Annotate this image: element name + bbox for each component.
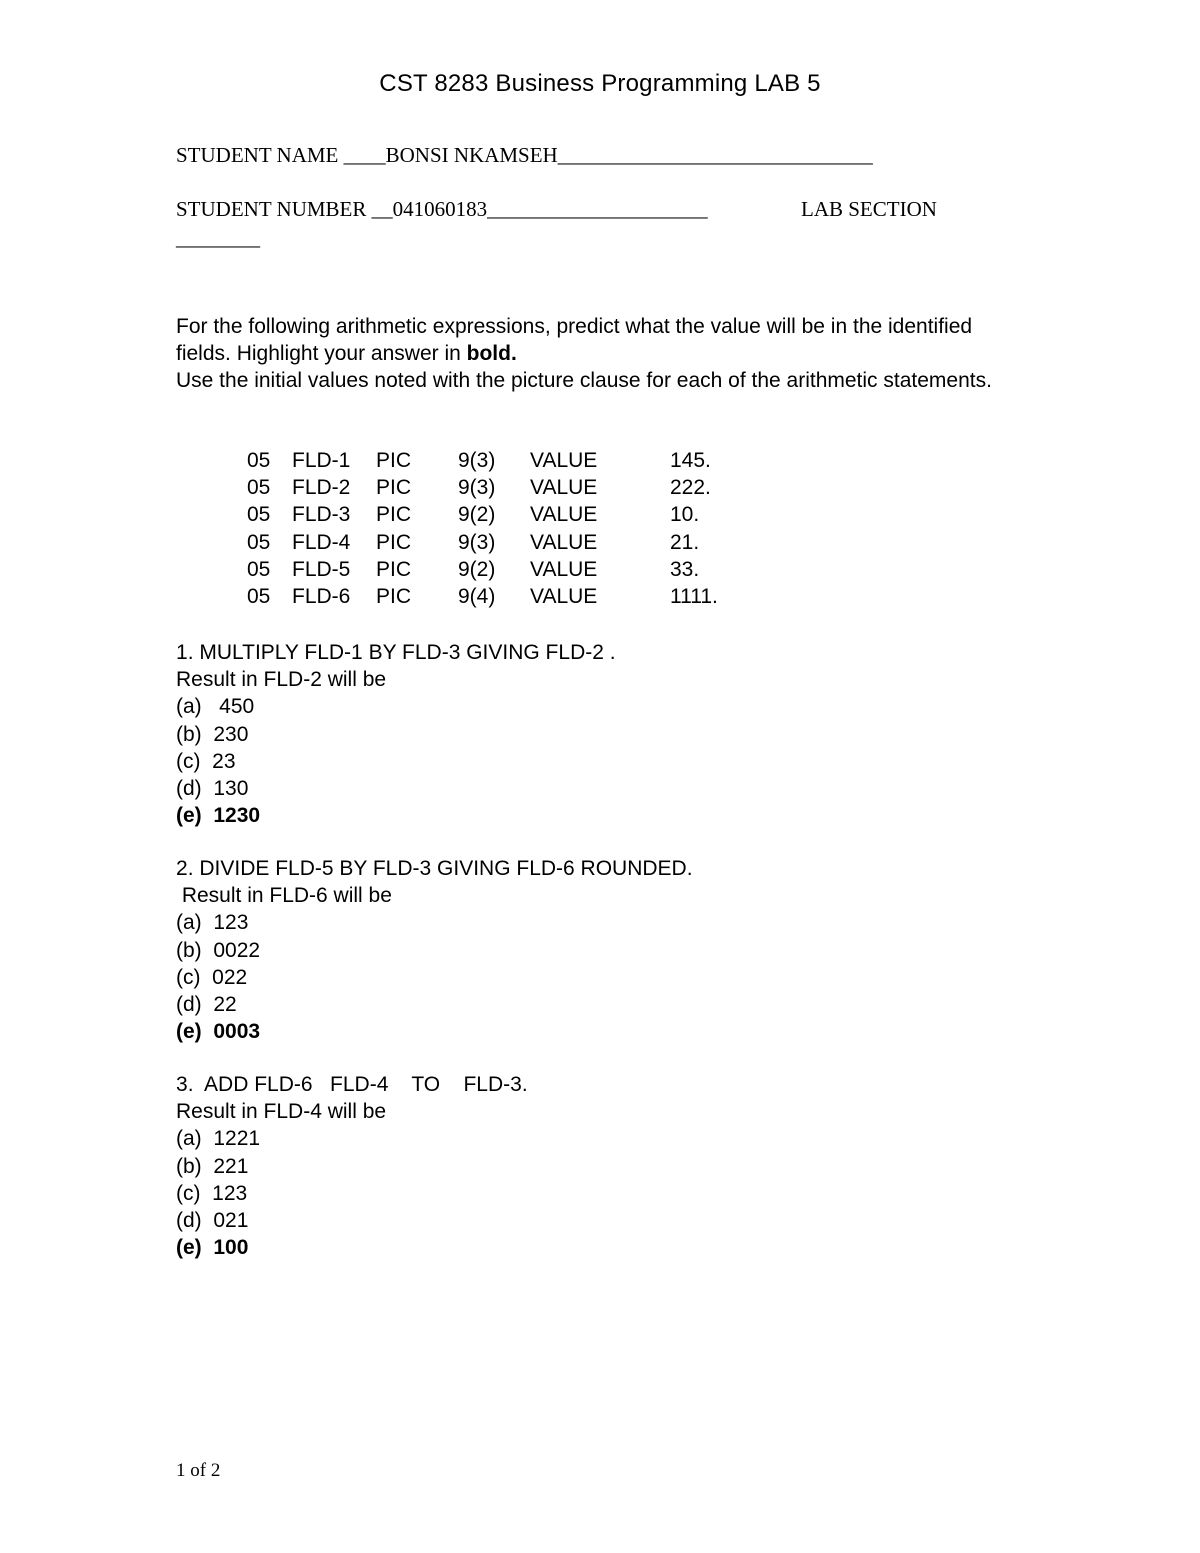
question-result-prompt: Result in FLD-4 will be (176, 1100, 387, 1124)
field-name: FLD-5 (292, 557, 351, 581)
field-definitions (247, 449, 807, 612)
field-pic: PIC (376, 584, 412, 608)
lab-section-label: LAB SECTION (801, 197, 937, 221)
field-pic: PIC (376, 503, 412, 527)
question-1 (176, 639, 616, 829)
field-row (247, 558, 807, 585)
question-result-prompt: Result in FLD-6 will be (176, 884, 392, 908)
field-value-keyword: VALUE (530, 449, 598, 472)
field-value-keyword: VALUE (530, 584, 598, 608)
field-format: 9(2) (458, 557, 496, 581)
field-name: FLD-2 (292, 476, 351, 500)
field-name: FLD-1 (292, 449, 351, 472)
field-value-keyword: VALUE (530, 503, 598, 527)
field-name: FLD-6 (292, 584, 351, 608)
field-format: 9(3) (458, 476, 496, 500)
field-format: 9(4) (458, 584, 496, 608)
field-name: FLD-3 (292, 503, 351, 527)
lab-section-value: ________ (176, 226, 260, 250)
instructions-bold: bold. (466, 342, 517, 366)
field-level: 05 (247, 584, 271, 608)
question-number: 1 (176, 641, 188, 664)
field-row (247, 476, 807, 503)
question-statement (176, 855, 693, 882)
field-value: 33. (670, 557, 700, 581)
answer-option-b: (b) 221 (176, 1154, 249, 1178)
student-name-line (176, 143, 873, 168)
page-title: CST 8283 Business Programming LAB 5 (379, 70, 821, 97)
question-result-prompt: Result in FLD-2 will be (176, 668, 387, 692)
field-level: 05 (247, 503, 271, 527)
field-pic: PIC (376, 449, 412, 472)
field-value-keyword: VALUE (530, 476, 598, 500)
field-value: 145. (670, 449, 711, 472)
question-3 (176, 1071, 528, 1261)
field-level: 05 (247, 449, 271, 472)
answer-option-c: (c) 123 (176, 1181, 248, 1205)
answer-option-a: (a) 1221 (176, 1127, 261, 1151)
answer-option-d: (d) 021 (176, 1209, 249, 1233)
answer-option-a: (a) 450 (176, 695, 255, 719)
field-pic: PIC (376, 530, 412, 554)
answer-option-e-selected: (e) 0003 (176, 1020, 261, 1044)
answer-option-c: (c) 23 (176, 749, 236, 773)
question-text: . ADD FLD-6 FLD-4 TO FLD-3. (187, 1073, 528, 1096)
answer-option-e-selected: (e) 1230 (176, 804, 261, 828)
instructions-paragraph-2: Use the initial values noted with the picture clause for each of the arithmetic statements. (176, 369, 992, 393)
question-number: 2 (176, 857, 188, 880)
student-number-label: STUDENT NUMBER (176, 197, 372, 221)
field-level: 05 (247, 530, 271, 554)
question-number: 3 (176, 1073, 188, 1096)
answer-option-e-selected: (e) 100 (176, 1236, 249, 1260)
field-format: 9(2) (458, 503, 496, 527)
answer-option-b: (b) 230 (176, 722, 249, 746)
field-row (247, 449, 807, 476)
student-name-label: STUDENT NAME (176, 143, 344, 167)
field-value: 222. (670, 476, 711, 500)
question-statement (176, 1071, 528, 1098)
field-row (247, 585, 807, 612)
field-level: 05 (247, 557, 271, 581)
field-pic: PIC (376, 476, 412, 500)
instructions-paragraph-1 (176, 313, 996, 367)
page-number: 1 of 2 (176, 1460, 221, 1481)
student-number-line (176, 197, 956, 222)
instructions (176, 313, 996, 395)
field-name: FLD-4 (292, 530, 351, 554)
field-row (247, 531, 807, 558)
question-text: . MULTIPLY FLD-1 BY FLD-3 GIVING FLD-2 . (187, 641, 616, 664)
answer-option-c: (c) 022 (176, 965, 248, 989)
question-statement (176, 639, 616, 666)
answer-option-a: (a) 123 (176, 911, 249, 935)
field-level: 05 (247, 476, 271, 500)
field-value: 21. (670, 530, 700, 554)
field-value-keyword: VALUE (530, 530, 598, 554)
answer-option-b: (b) 0022 (176, 938, 261, 962)
answer-option-d: (d) 130 (176, 777, 249, 801)
instructions-text: For the following arithmetic expressions, predict what the value will be in the identified fields. Highlight your answer in (176, 315, 973, 366)
field-value: 1111. (670, 584, 718, 608)
field-value-keyword: VALUE (530, 557, 598, 581)
question-text: . DIVIDE FLD-5 BY FLD-3 GIVING FLD-6 ROUNDED. (187, 857, 693, 880)
field-pic: PIC (376, 557, 412, 581)
field-format: 9(3) (458, 449, 496, 472)
field-value: 10. (670, 503, 700, 527)
field-format: 9(3) (458, 530, 496, 554)
student-number-value: __041060183_____________________ (371, 197, 708, 221)
question-2 (176, 855, 693, 1045)
student-name-value: ____BONSI NKAMSEH______________________________ (343, 143, 873, 167)
field-row (247, 503, 807, 530)
answer-option-d: (d) 22 (176, 993, 237, 1017)
